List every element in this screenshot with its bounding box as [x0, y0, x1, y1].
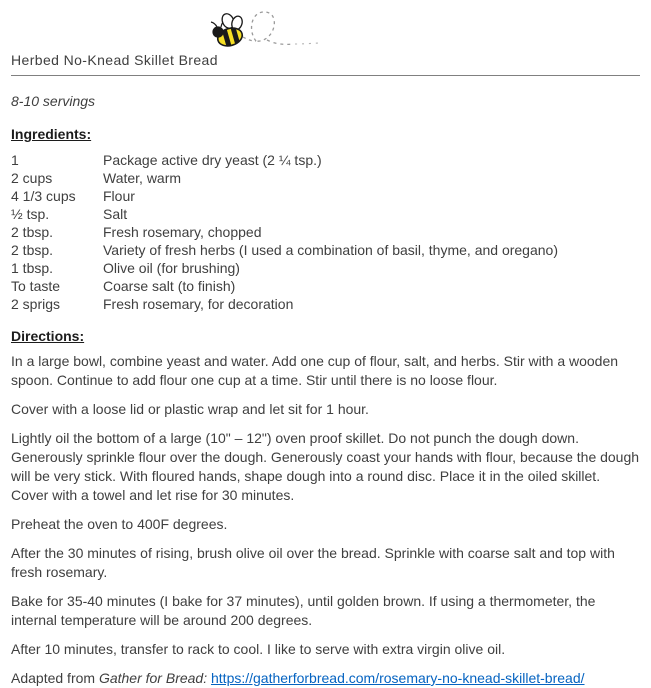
ingredient-description: Flour: [103, 188, 135, 204]
ingredient-row: [11, 295, 640, 313]
ingredient-description: Coarse salt (to finish): [103, 278, 236, 294]
ingredient-quantity: 2 tbsp.: [11, 224, 54, 240]
ingredients-list: [11, 151, 640, 313]
servings-line: 8-10 servings: [11, 93, 96, 109]
direction-paragraph: Cover with a loose lid or plastic wrap and let sit for 1 hour.: [11, 401, 369, 417]
directions-list: [11, 352, 640, 659]
ingredient-row: [11, 277, 640, 295]
ingredient-row: [11, 169, 640, 187]
ingredient-quantity: 2 cups: [11, 170, 53, 186]
ingredient-quantity: 1 tbsp.: [11, 260, 54, 276]
ingredient-quantity: 2 tbsp.: [11, 242, 54, 258]
ingredient-description: Package active dry yeast (2 ¼ tsp.): [103, 152, 322, 168]
ingredient-row: [11, 187, 640, 205]
ingredient-row: [11, 151, 640, 169]
bee-body: [211, 12, 245, 50]
page-title: Herbed No-Knead Skillet Bread: [11, 50, 640, 76]
ingredient-row: [11, 223, 640, 241]
direction-paragraph: After 10 minutes, transfer to rack to cool. I like to serve with extra virgin olive oil.: [11, 641, 506, 657]
direction-paragraph: Lightly oil the bottom of a large (10" – 12") oven proof skillet. Do not punch the dough down. Generously sprinkle flour over the dough. Generously coast your hands with flour, because the dough will be very stick. With floured hands, shape dough into a round disc. Place it in the oiled skillet. Cover with a towel and let rise for 30 minutes.: [11, 430, 640, 503]
ingredient-quantity: To taste: [11, 278, 61, 294]
ingredient-quantity: ½ tsp.: [11, 206, 50, 222]
direction-paragraph: In a large bowl, combine yeast and water. Add one cup of flour, salt, and herbs. Stir with a wooden spoon. Continue to add flour one cup at a time. Stir until there is no loose flour.: [11, 353, 619, 388]
direction-paragraph: Preheat the oven to 400F degrees.: [11, 516, 228, 532]
ingredients-heading: Ingredients:: [11, 126, 92, 142]
attribution-line: [11, 669, 640, 688]
direction-paragraph: After the 30 minutes of rising, brush olive oil over the bread. Sprinkle with coarse salt and top with fresh rosemary.: [11, 545, 615, 580]
attribution-source: Gather for Bread:: [98, 670, 208, 686]
ingredient-quantity: 2 sprigs: [11, 296, 61, 312]
bee-doodle-graphic: [207, 8, 640, 50]
directions-heading: Directions:: [11, 328, 85, 344]
attribution-prefix: Adapted from: [11, 670, 99, 686]
direction-paragraph: Bake for 35-40 minutes (I bake for 37 minutes), until golden brown. If using a thermometer, the internal temperature will be around 200 degrees.: [11, 593, 596, 628]
ingredient-description: Variety of fresh herbs (I used a combination of basil, thyme, and oregano): [103, 242, 558, 258]
ingredient-row: [11, 241, 640, 259]
ingredient-quantity: 4 1/3 cups: [11, 188, 76, 204]
ingredient-description: Fresh rosemary, chopped: [103, 224, 262, 240]
ingredient-row: [11, 259, 640, 277]
bee-icon: [207, 8, 323, 50]
ingredient-row: [11, 205, 640, 223]
ingredient-description: Salt: [103, 206, 128, 222]
ingredient-description: Fresh rosemary, for decoration: [103, 296, 294, 312]
ingredient-quantity: 1: [11, 152, 19, 168]
ingredient-description: Olive oil (for brushing): [103, 260, 240, 276]
ingredient-description: Water, warm: [103, 170, 182, 186]
source-link[interactable]: https://gatherforbread.com/rosemary-no-knead-skillet-bread/: [211, 670, 585, 686]
